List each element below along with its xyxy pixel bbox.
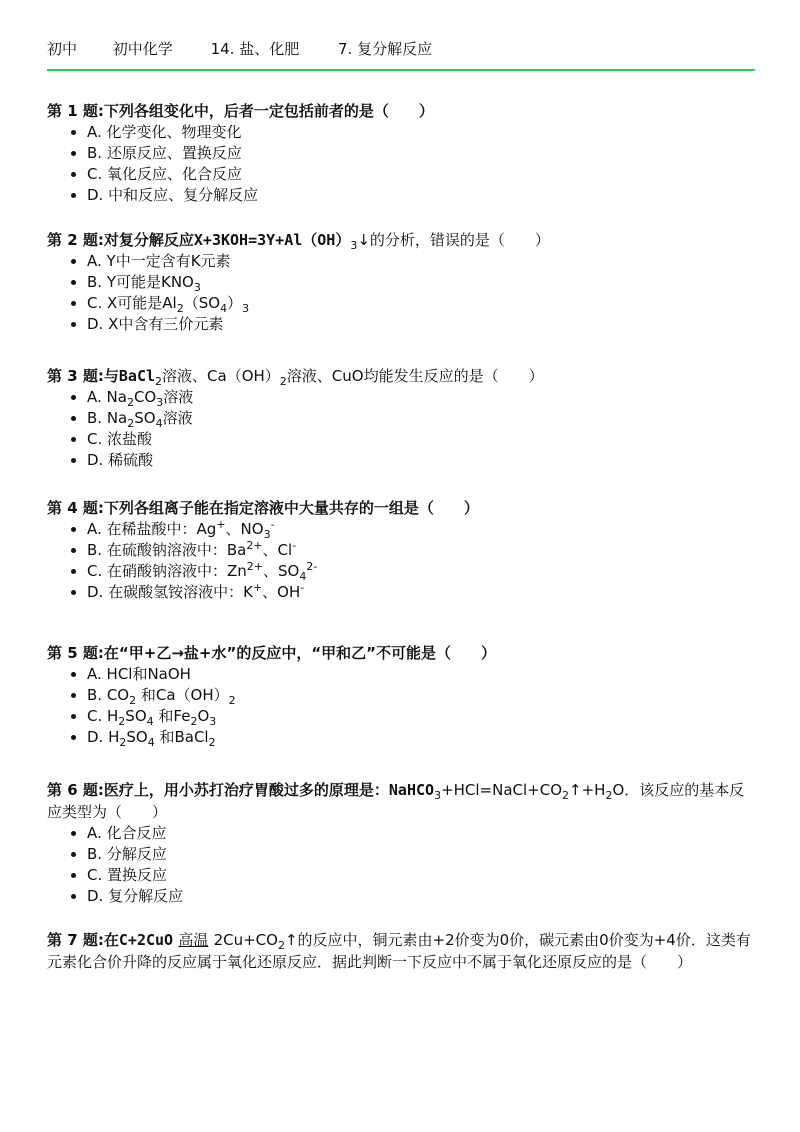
- question-6: [47, 779, 759, 907]
- subscript: 2: [190, 715, 198, 728]
- option-b[interactable]: [87, 408, 759, 429]
- option-text: D. 稀硫酸: [87, 451, 154, 469]
- option-text: D. X中含有三价元素: [87, 315, 224, 333]
- question-4: [47, 497, 759, 603]
- option-text: C. X可能是Al: [87, 294, 177, 312]
- option-text: 溶液: [162, 409, 193, 427]
- equation: C+2CuO: [118, 931, 174, 949]
- subscript: 2: [562, 789, 570, 802]
- subscript: 3: [434, 789, 442, 802]
- option-b[interactable]: [87, 272, 759, 293]
- option-a[interactable]: [87, 251, 759, 272]
- subscript: 2: [126, 396, 134, 409]
- question-2: [47, 229, 759, 335]
- subscript: 4: [146, 715, 154, 728]
- option-text: B. 在硫酸钠溶液中：Ba: [87, 541, 247, 559]
- equation: X+3KOH=3Y+Al（OH）: [193, 231, 351, 249]
- question-stem: [47, 229, 759, 251]
- formula: BaCl: [118, 367, 156, 385]
- question-number: 第 7 题:: [47, 931, 104, 949]
- subscript: 2: [228, 694, 236, 707]
- option-list: [47, 519, 759, 603]
- question-stem: [47, 779, 759, 823]
- option-text: ）: [227, 294, 243, 312]
- subscript: 3: [350, 239, 358, 252]
- option-d[interactable]: [87, 450, 759, 471]
- subscript: 2: [279, 375, 287, 388]
- question-stem: [47, 365, 759, 387]
- subscript: 2: [176, 302, 184, 315]
- question-text: 下列各组离子能在指定溶液中大量共存的一组是（ ）: [103, 499, 479, 517]
- option-d[interactable]: [87, 314, 759, 335]
- question-1: [47, 100, 759, 206]
- equation-text: +HCl=NaCl+CO: [441, 781, 563, 799]
- option-a[interactable]: • A. 化学变化、物理变化: [87, 122, 759, 143]
- option-b[interactable]: • B. 分解反应: [87, 844, 759, 865]
- subscript: 2: [119, 736, 127, 749]
- breadcrumb-item-chapter[interactable]: 14. 盐、化肥: [210, 40, 300, 58]
- option-c[interactable]: [87, 293, 759, 314]
- breadcrumb-item-subject[interactable]: 初中化学: [112, 40, 173, 58]
- option-text: D. 在碳酸氢铵溶液中：K: [87, 583, 253, 601]
- superscript: 2+: [246, 560, 264, 573]
- subscript: 2: [129, 694, 137, 707]
- option-text: B. CO: [87, 686, 130, 704]
- option-d[interactable]: [87, 727, 759, 748]
- subscript: 3: [242, 302, 250, 315]
- subscript: 2: [127, 417, 135, 430]
- question-text: 在“甲+乙→盐+水”的反应中，“甲和乙”不可能是（ ）: [103, 644, 497, 662]
- option-text: 、Cl: [262, 541, 293, 559]
- option-c[interactable]: • C. 氧化反应、化合反应: [87, 164, 759, 185]
- subscript: 2: [155, 375, 163, 388]
- option-list: [47, 122, 759, 206]
- option-c[interactable]: [87, 561, 759, 582]
- question-7: [47, 929, 759, 973]
- superscript: -: [270, 518, 275, 531]
- option-d[interactable]: • D. 复分解反应: [87, 886, 759, 907]
- question-text: 溶液、Ca（OH）: [162, 367, 280, 385]
- option-list: [47, 664, 759, 748]
- option-text: A. HCl和NaOH: [87, 665, 191, 683]
- question-stem: [47, 497, 759, 519]
- subscript: 4: [299, 570, 307, 583]
- subscript: 4: [155, 417, 163, 430]
- option-text: B. Y可能是KNO: [87, 273, 194, 291]
- option-c[interactable]: [87, 429, 759, 450]
- option-text: 、OH: [262, 583, 301, 601]
- option-list: [47, 387, 759, 471]
- option-c[interactable]: [87, 706, 759, 727]
- question-number: 第 4 题:: [47, 499, 104, 517]
- header-divider: [47, 69, 755, 71]
- option-text: CO: [133, 388, 157, 406]
- equation-text: ↑+H: [569, 781, 606, 799]
- question-text: 对复分解反应: [103, 231, 194, 249]
- option-text: C. 在硝酸钠溶液中：Zn: [87, 562, 247, 580]
- option-a[interactable]: [87, 387, 759, 408]
- subscript: 2: [277, 939, 285, 952]
- option-text: A. Na: [87, 388, 127, 406]
- option-text: O: [197, 707, 210, 725]
- option-text: 和BaCl: [154, 728, 209, 746]
- superscript: +: [216, 518, 226, 531]
- option-text: （SO: [183, 294, 221, 312]
- subscript: 2: [118, 715, 126, 728]
- question-text-tail: O．该反应的基本反应类型为（ ）: [47, 781, 745, 821]
- option-text: A. Y中一定含有K元素: [87, 252, 231, 270]
- question-number: 第 6 题:: [47, 781, 104, 799]
- formula: NaHCO: [388, 781, 435, 799]
- equation-text: 2Cu+CO: [213, 931, 278, 949]
- option-text: D. H: [87, 728, 120, 746]
- superscript: +: [252, 581, 263, 594]
- option-d[interactable]: [87, 582, 759, 603]
- option-text: 和Fe: [153, 707, 191, 725]
- question-number: 第 3 题:: [47, 367, 104, 385]
- subscript: 4: [220, 302, 228, 315]
- option-b[interactable]: • B. 还原反应、置换反应: [87, 143, 759, 164]
- question-number: 第 5 题:: [47, 644, 104, 662]
- question-stem: [47, 642, 759, 664]
- reaction-condition: 高温: [178, 931, 209, 949]
- subscript: 3: [263, 528, 271, 541]
- question-text: 下列各组变化中，后者一定包括前者的是（ ）: [103, 102, 434, 120]
- subscript: 3: [156, 396, 164, 409]
- question-5: [47, 642, 759, 748]
- superscript: 2-: [306, 560, 318, 573]
- option-text: C. H: [87, 707, 119, 725]
- option-text: 、NO: [225, 520, 264, 538]
- option-text: 溶液: [163, 388, 194, 406]
- question-text: 在: [103, 931, 119, 949]
- superscript: -: [300, 581, 305, 594]
- option-b[interactable]: [87, 685, 759, 706]
- option-c[interactable]: • C. 置换反应: [87, 865, 759, 886]
- subscript: 4: [147, 736, 155, 749]
- option-a[interactable]: [87, 664, 759, 685]
- option-text: C. 浓盐酸: [87, 430, 153, 448]
- question-text-tail: ↑的反应中，铜元素由+2价变为0价，碳元素由0价变为+4价．这类有元素化合价升降的反应属于氧化还原反应．据此判断一下反应中不属于氧化还原反应的是（ ）: [47, 931, 751, 971]
- option-text: SO: [125, 707, 147, 725]
- option-text: SO: [126, 728, 148, 746]
- question-3: [47, 365, 759, 471]
- question-stem: [47, 929, 759, 973]
- breadcrumb: [47, 38, 432, 59]
- option-list: [47, 823, 759, 907]
- breadcrumb-item-section[interactable]: 7. 复分解反应: [338, 40, 433, 58]
- option-b[interactable]: [87, 540, 759, 561]
- option-d[interactable]: • D. 中和反应、复分解反应: [87, 185, 759, 206]
- subscript: 3: [193, 281, 201, 294]
- option-text: B. Na: [87, 409, 128, 427]
- superscript: -: [292, 539, 297, 552]
- option-text: SO: [134, 409, 156, 427]
- question-text: 医疗上，用小苏打治疗胃酸过多的原理是：: [103, 781, 389, 799]
- option-a[interactable]: [87, 519, 759, 540]
- superscript: 2+: [246, 539, 263, 552]
- question-text-tail: ↓的分析，错误的是（ ）: [357, 231, 550, 249]
- subscript: 3: [209, 715, 217, 728]
- option-text: 和Ca（OH）: [136, 686, 229, 704]
- option-text: A. 在稀盐酸中：Ag: [87, 520, 217, 538]
- subscript: 2: [208, 736, 216, 749]
- question-number: 第 2 题:: [47, 231, 104, 249]
- question-text: 与: [103, 367, 119, 385]
- question-number: 第 1 题:: [47, 102, 104, 120]
- option-list: [47, 251, 759, 335]
- subscript: 2: [605, 789, 613, 802]
- option-a[interactable]: • A. 化合反应: [87, 823, 759, 844]
- option-text: 、SO: [263, 562, 300, 580]
- breadcrumb-item-level[interactable]: 初中: [47, 40, 78, 58]
- question-text-tail: 溶液、CuO均能发生反应的是（ ）: [286, 367, 544, 385]
- question-stem: [47, 100, 759, 122]
